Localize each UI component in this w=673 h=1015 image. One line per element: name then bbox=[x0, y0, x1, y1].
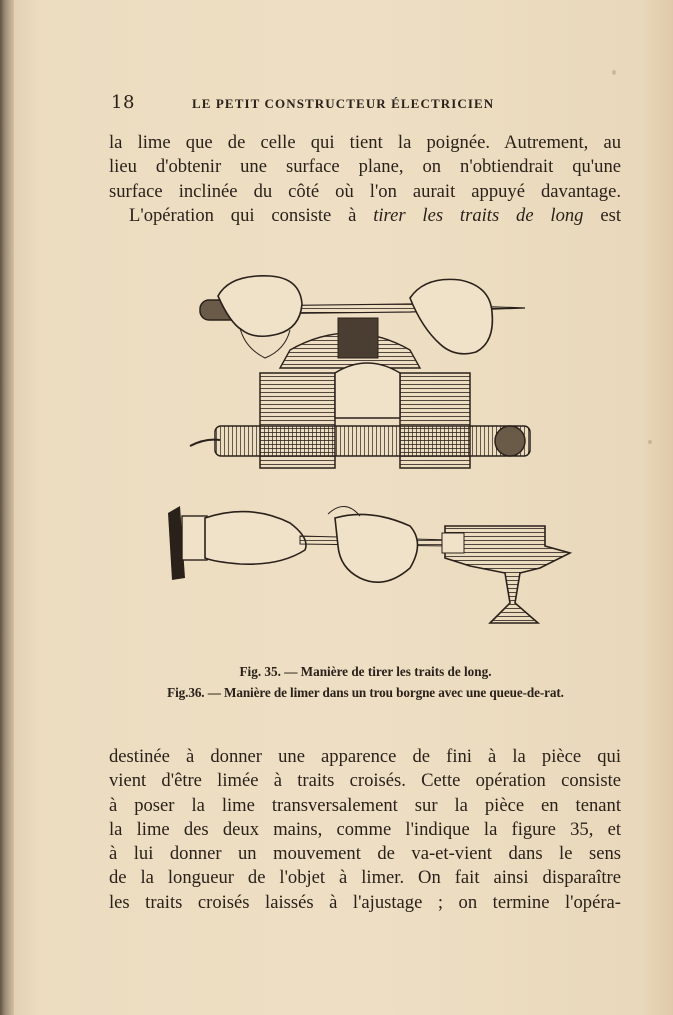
figure-36-illustration bbox=[168, 506, 570, 623]
figure-35-caption: Fig. 35. — Manière de tirer les traits de long. bbox=[239, 664, 492, 679]
left-hand bbox=[205, 512, 306, 565]
text-line: les traits croisés laissés à l'ajustage ; on termine l'opéra- bbox=[109, 891, 621, 913]
blind-hole bbox=[442, 533, 464, 553]
text-line: lieu d'obtenir une surface plane, on n'obtiendrait qu'une bbox=[109, 156, 621, 178]
running-title: LE PETIT CONSTRUCTEUR ÉLECTRICIEN bbox=[192, 96, 495, 111]
right-hand bbox=[335, 514, 418, 582]
bottom-paragraph bbox=[109, 745, 621, 915]
screw-end bbox=[495, 426, 525, 456]
paper-stain bbox=[648, 440, 652, 444]
left-hand bbox=[218, 276, 302, 336]
text-line: destinée à donner une apparence de fini à la pièce qui bbox=[109, 746, 621, 767]
right-hand bbox=[410, 279, 492, 353]
text-line: surface inclinée du côté où l'on aurait appuyé davantage. bbox=[109, 180, 621, 202]
paper-stain bbox=[612, 70, 616, 75]
text-line: la lime des deux mains, comme l'indique la figure 35, et bbox=[109, 818, 621, 840]
text-line: à poser la lime transversalement sur la pièce en tenant bbox=[109, 794, 621, 816]
top-paragraph bbox=[109, 131, 621, 228]
text-line: vient d'être limée à traits croisés. Cette opération consiste bbox=[109, 770, 621, 792]
text-line: de la longueur de l'objet à limer. On fait ainsi disparaître bbox=[109, 867, 621, 889]
shirt-cuff bbox=[182, 516, 207, 560]
text-line: à lui donner un mouvement de va-et-vient dans le sens bbox=[109, 843, 621, 865]
page-number: 18 bbox=[111, 92, 136, 113]
engraving-figures bbox=[160, 268, 580, 643]
vise-screw bbox=[215, 426, 530, 456]
vise-arch bbox=[335, 363, 400, 418]
text-line: la lime que de celle qui tient la poignée. Autrement, au bbox=[109, 132, 621, 153]
figure-36-caption: Fig.36. — Manière de limer dans un trou borgne avec une queue-de-rat. bbox=[167, 685, 564, 700]
italic-phrase: tirer les traits de long bbox=[373, 204, 584, 226]
text-line bbox=[109, 204, 621, 228]
figure-35-illustration bbox=[190, 276, 530, 468]
book-spine-shadow bbox=[0, 0, 14, 1015]
text-segment: L'opération qui consiste à bbox=[129, 204, 374, 226]
page-header bbox=[111, 92, 621, 116]
text-segment: est bbox=[583, 204, 621, 226]
workpiece bbox=[338, 318, 378, 358]
